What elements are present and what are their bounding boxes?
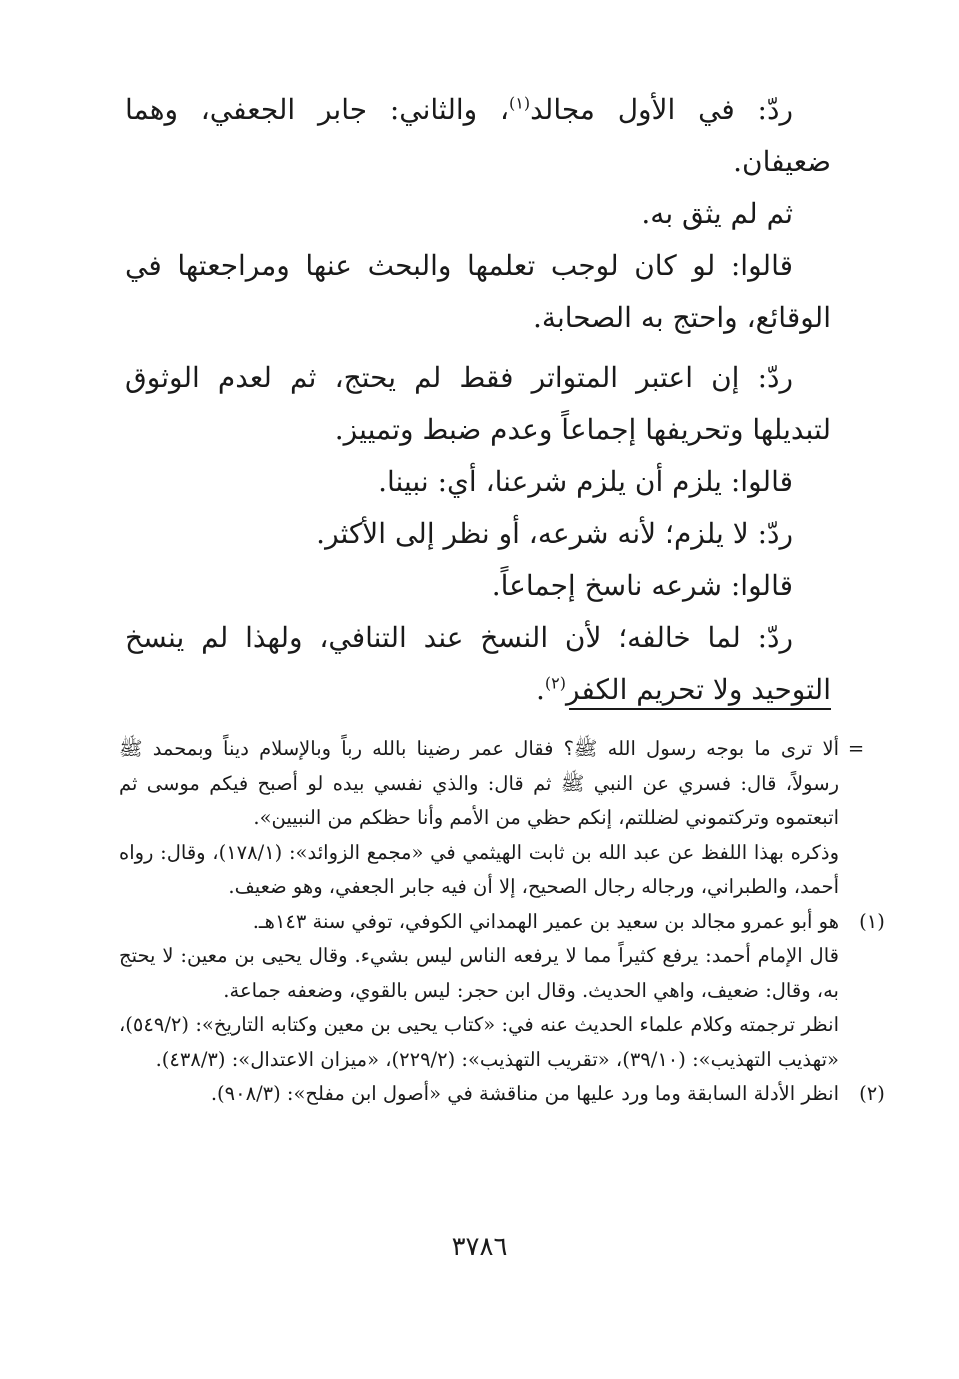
footnote-1-line-2: قال الإمام أحمد: يرفع كثيراً مما لا يرفعه الناس ليس بشيء. وقال يحيى بن معين: لا يحتج به، وقال: ضعيف، واهي الحديث. وقال ابن حجر: ليس بالقوي، وضعفه جماعة. — [119, 944, 839, 1002]
page-number: ٣٧٨٦ — [451, 1232, 508, 1262]
footnote-2 — [119, 1077, 885, 1112]
footnote-ref-2[interactable]: (٢) — [544, 673, 566, 693]
paragraph-8-tail: . — [535, 673, 545, 706]
paragraph-1 — [125, 84, 831, 188]
footnote-2-line-1: انظر الأدلة السابقة وما ورد عليها من مناقشة في «أصول ابن مفلح»: (٩٠٨/٣). — [210, 1082, 839, 1105]
paragraph-6: ردّ: لا يلزم؛ لأنه شرعه، أو نظر إلى الأكثر. — [316, 517, 793, 550]
footnote-1 — [119, 905, 885, 1078]
footnote-1-line-1: هو أبو عمرو مجالد بن سعيد بن عمير الهمداني الكوفي، توفي سنة ١٤٣هـ. — [252, 909, 839, 933]
paragraph-7: قالوا: شرعه ناسخ إجماعاً. — [491, 569, 793, 602]
footnote-continued-marker: = — [847, 737, 865, 760]
paragraph-1-text: ردّ: في الأول مجالد — [530, 93, 793, 126]
footnote-continued-line-1: ألا ترى ما بوجه رسول الله ﷺ؟ فقال عمر رضينا بالله رباً وبالإسلام ديناً وبمحمد ﷺ رسولاً، قال: فسري عن النبي ﷺ ثم قال: والذي نفسي بيده لو أصبح فيكم موسى ثم اتبعتموه وتركتموني لضللتم، إنكم حظي من الأمم وأنا حظكم من النبيين». — [119, 737, 839, 829]
paragraph-3: قالوا: لو كان لوجب تعلمها والبحث عنها ومراجعتها في الوقائع، واحتج به الصحابة. — [125, 249, 831, 334]
footnote-2-marker: (٢) — [859, 1082, 885, 1105]
footnotes-block — [119, 732, 885, 1112]
main-text-block — [125, 84, 831, 716]
footnote-ref-1[interactable]: (١) — [509, 93, 531, 113]
footnote-continued — [119, 732, 865, 905]
paragraph-2: ثم لم يثق به. — [641, 197, 793, 230]
footnote-1-marker: (١) — [859, 909, 885, 933]
paragraph-1-tail: ، والثاني: جابر الجعفي، وهما ضعيفان. — [125, 93, 831, 178]
paragraph-4: ردّ: إن اعتبر المتواتر فقط لم يحتج، ثم لعدم الوثوق لتبديلها وتحريفها إجماعاً وعدم ضبط وتمييز. — [125, 361, 831, 446]
footnote-continued-line-2: وذكره بهذا اللفظ عن عبد الله بن ثابت الهيثمي في «مجمع الزوائد»: (١٧٨/١)، وقال: رواه أحمد، والطبراني، ورجاله رجال الصحيح، إلا أن فيه جابر الجعفي، وهو ضعيف. — [119, 840, 839, 898]
footnote-1-line-3: انظر ترجمته وكلام علماء الحديث عنه في: «كتاب يحيى بن معين وكتابه التاريخ»: (٥٤٩/٢)، «تهذيب التهذيب»: (٣٩/١٠)، «تقريب التهذيب»: (٢٢٩/٢)، «ميزان الاعتدال»: (٤٣٨/٣). — [119, 1013, 839, 1071]
paragraph-5: قالوا: يلزم أن يلزم شرعنا، أي: نبينا. — [378, 465, 793, 498]
footnote-separator — [569, 708, 831, 710]
paragraph-8-text: ردّ: لما خالفه؛ لأن النسخ عند التنافي، ولهذا لم ينسخ التوحيد ولا تحريم الكفر — [125, 621, 831, 706]
paragraph-8 — [125, 612, 831, 716]
